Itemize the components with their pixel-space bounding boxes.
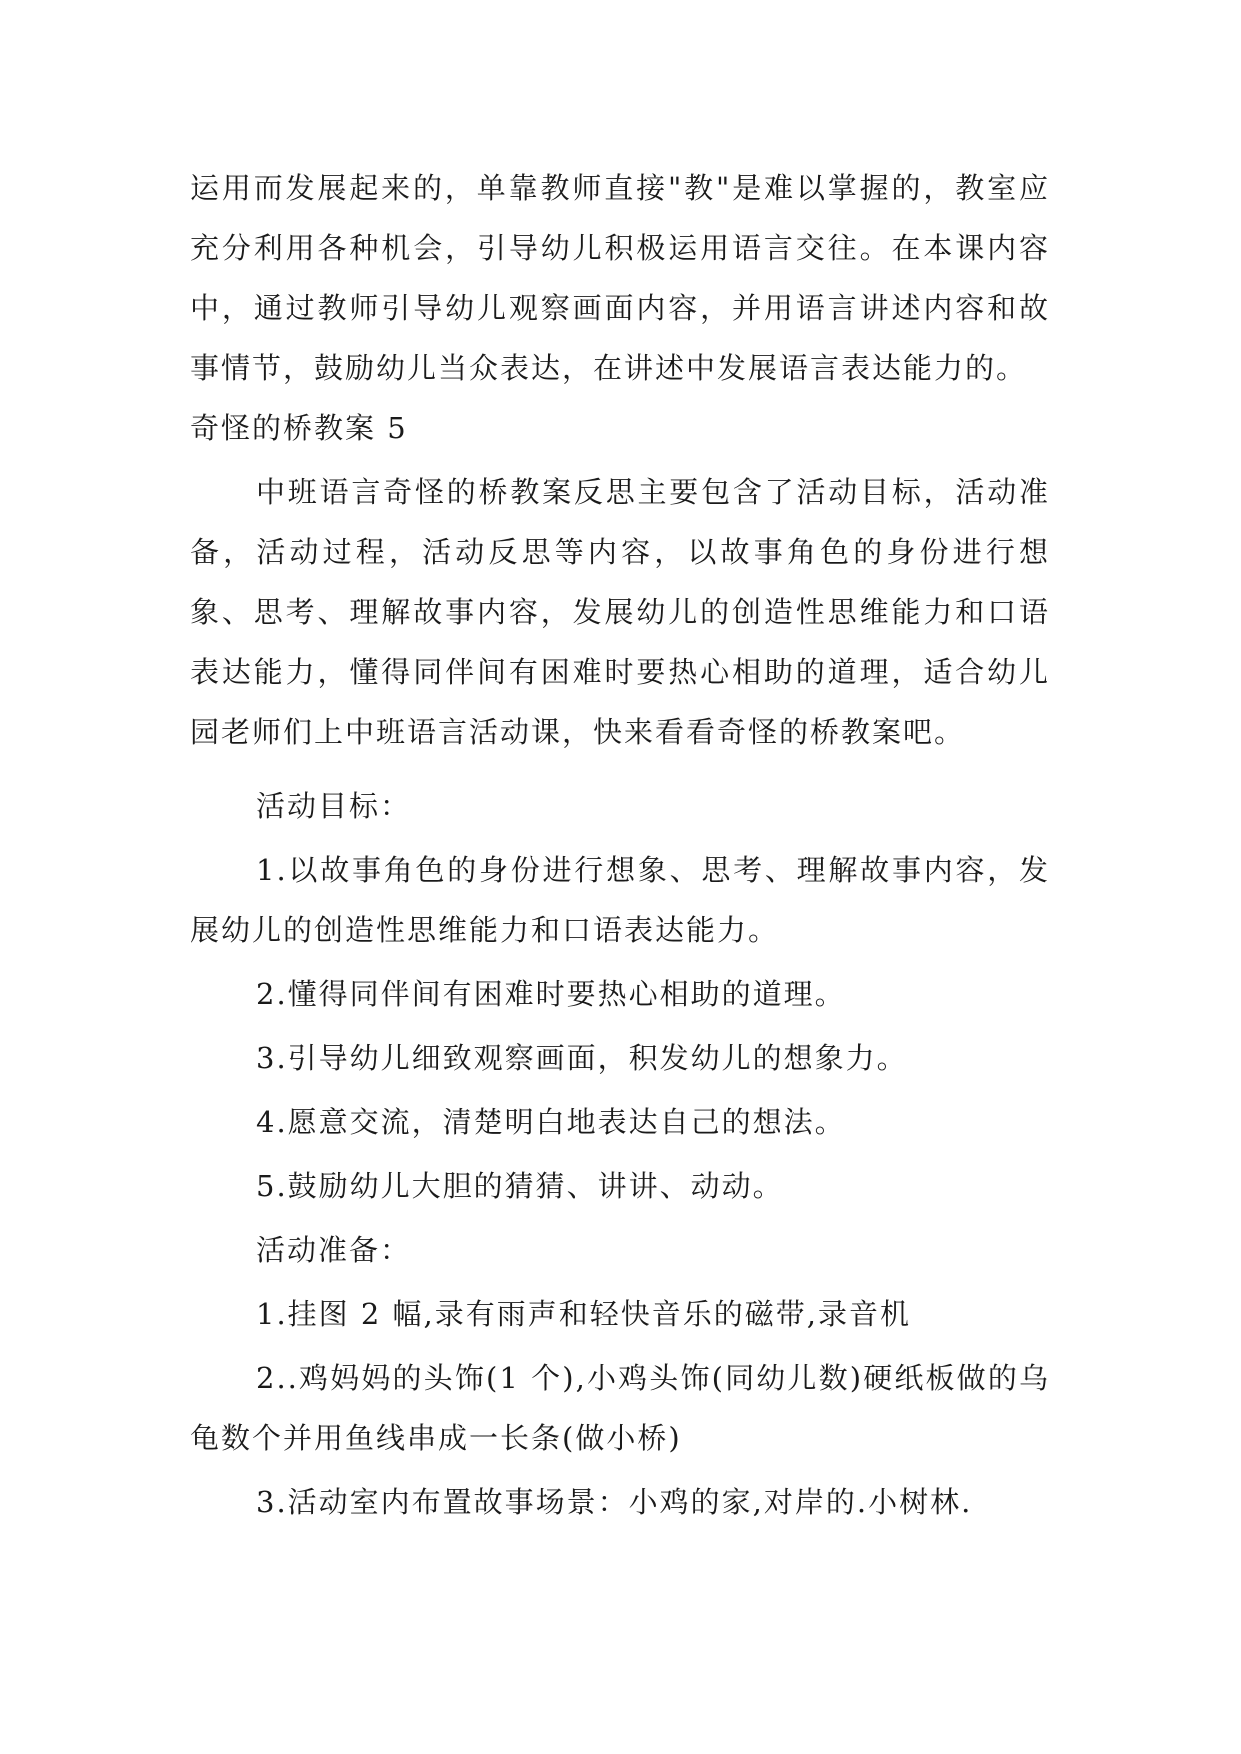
goals-heading: 活动目标： — [256, 789, 412, 823]
prep-item: 3.活动室内布置故事场景：小鸡的家,对岸的.小树林. — [256, 1485, 973, 1519]
goal-item: 2.懂得同伴间有困难时要热心相助的道理。 — [256, 977, 846, 1011]
goal-item: 4.愿意交流，清楚明白地表达自己的想法。 — [256, 1105, 846, 1139]
prep-heading: 活动准备： — [256, 1233, 412, 1267]
goal-item: 5.鼓励幼儿大胆的猜猜、讲讲、动动。 — [256, 1169, 784, 1203]
prep-item: 1.挂图 2 幅,录有雨声和轻快音乐的磁带,录音机 — [256, 1297, 911, 1331]
goal-item: 1.以故事角色的身份进行想象、思考、理解故事内容，发展幼儿的创造性思维能力和口语表达能力。 — [190, 853, 1050, 947]
paragraph-summary: 中班语言奇怪的桥教案反思主要包含了活动目标，活动准备，活动过程，活动反思等内容，以故事角色的身份进行想象、思考、理解故事内容，发展幼儿的创造性思维能力和口语表达能力，懂得同伴间有困难时要热心相助的道理，适合幼儿园老师们上中班语言活动课，快来看看奇怪的桥教案吧。 — [190, 475, 1050, 749]
section-title: 奇怪的桥教案 5 — [190, 411, 408, 445]
prep-item: 2..鸡妈妈的头饰(1 个),小鸡头饰(同幼儿数)硬纸板做的乌龟数个并用鱼线串成一长条(做小桥) — [190, 1361, 1050, 1455]
goal-item: 3.引导幼儿细致观察画面，积发幼儿的想象力。 — [256, 1041, 908, 1075]
paragraph-intro-continuation: 运用而发展起来的，单靠教师直接"教"是难以掌握的，教室应充分利用各种机会，引导幼儿积极运用语言交往。在本课内容中，通过教师引导幼儿观察画面内容，并用语言讲述内容和故事情节，鼓励幼儿当众表达，在讲述中发展语言表达能力的。 — [190, 171, 1050, 385]
document-body — [190, 158, 1050, 1532]
